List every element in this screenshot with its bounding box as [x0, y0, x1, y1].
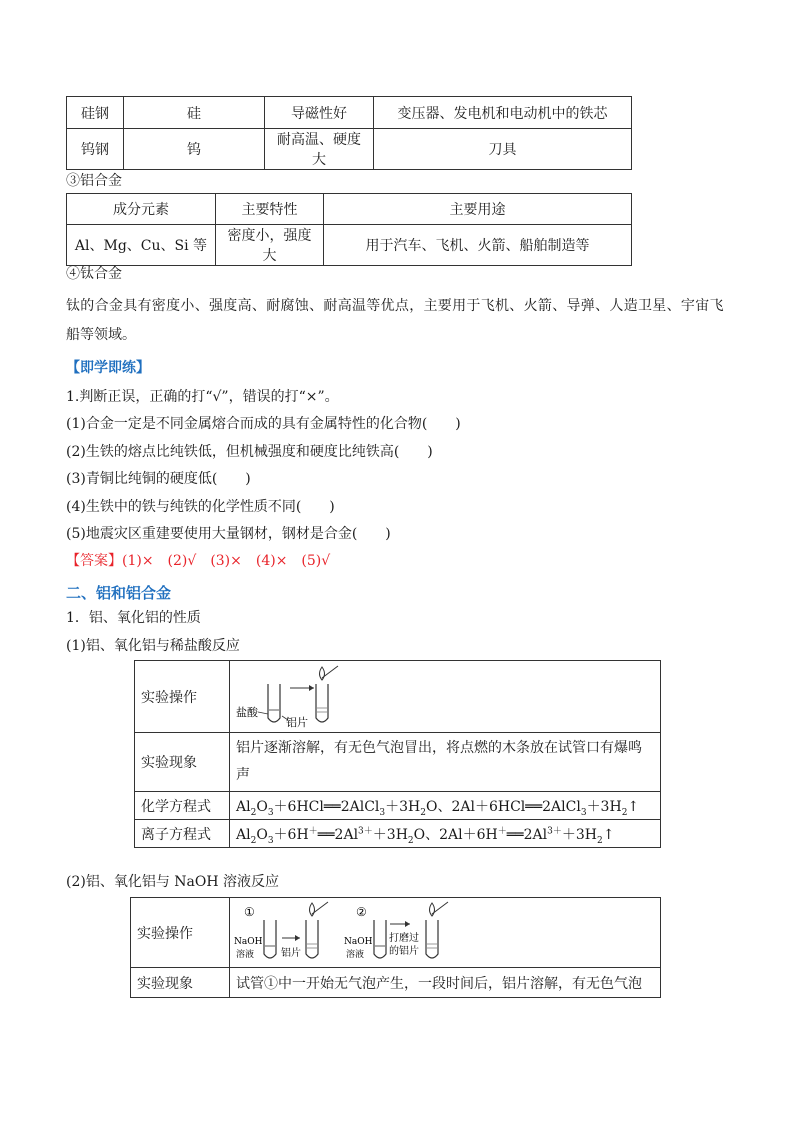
phenomenon-line: 铝片逐渐溶解，有无色气泡冒出，将点燃的木条放在试管口有爆鸣 — [236, 740, 642, 756]
table-label: 化学方程式 — [135, 792, 230, 820]
test-tube-1 — [264, 920, 276, 958]
table-row — [67, 97, 632, 129]
practice-item: (5)地震灾区重建要使用大量钢材，钢材是合金( ) — [66, 526, 391, 542]
ti-alloy-heading: ④钛合金 — [66, 266, 122, 282]
al-piece-label: 铝片 — [281, 947, 301, 959]
table-label: 实验现象 — [135, 733, 230, 792]
table-row — [67, 129, 632, 170]
chemical-equation: $Al_2O_3+6HCl══2AlCl_3+3H_2O$、$2Al+6HCl══2AlCl_3+3H_2↑$ — [230, 792, 661, 820]
practice-item: (1)合金一定是不同金属熔合而成的具有金属特性的化合物( ) — [66, 416, 461, 432]
test-tube-4 — [426, 920, 438, 958]
table-row — [135, 792, 661, 820]
hcl-test-tube-diagram — [234, 664, 364, 730]
table-cell: 耐高温、硬度大 — [265, 129, 374, 170]
table-row — [67, 225, 632, 266]
table-label: 实验现象 — [131, 968, 230, 998]
table-cell: 用于汽车、飞机、火箭、船舶制造等 — [324, 225, 632, 266]
answer-label: 【答案】 — [66, 553, 122, 569]
arrow-head — [309, 685, 314, 691]
table-header: 成分元素 — [67, 194, 216, 225]
liquid-level — [307, 944, 317, 948]
ti-alloy-text-1: 钛的合金具有密度小、强度高、耐腐蚀、耐高温等优点，主要用于飞机、火箭、导弹、人造卫星、宇宙飞 — [66, 298, 724, 314]
naoh-test-tube-diagram — [234, 900, 464, 966]
table-row — [131, 898, 661, 968]
part1-heading: (1)铝、氧化铝与稀盐酸反应 — [66, 638, 240, 654]
flame-icon — [430, 903, 435, 916]
section-subtitle: 1．铝、氧化铝的性质 — [66, 610, 201, 626]
naoh-label: NaOH — [344, 936, 373, 947]
table-row — [135, 661, 661, 733]
test-tube-1 — [268, 684, 280, 722]
phenomenon-line: 试管①中一开始无气泡产生，一段时间后，铝片溶解，有无色气泡 — [230, 968, 661, 998]
table-cell: 密度小，强度大 — [216, 225, 324, 266]
test-tube-2 — [306, 920, 318, 958]
table-header: 主要用途 — [324, 194, 632, 225]
hcl-reaction-table — [134, 660, 661, 848]
practice-item: (2)生铁的熔点比纯铁低，但机械强度和硬度比纯铁高( ) — [66, 444, 433, 460]
naoh-label: NaOH — [234, 936, 263, 947]
table-cell: 硅 — [124, 97, 265, 129]
tube-number-1: ① — [244, 904, 255, 919]
practice-item: (4)生铁中的铁与纯铁的化学性质不同( ) — [66, 499, 335, 515]
experiment-illustration — [230, 661, 661, 733]
table-row — [67, 194, 632, 225]
table-row — [131, 968, 661, 998]
naoh-reaction-table — [130, 897, 661, 998]
pointer-line — [258, 712, 268, 714]
part2-heading: (2)铝、氧化铝与 NaOH 溶液反应 — [66, 874, 280, 890]
solution-label: 溶液 — [236, 949, 255, 960]
table-cell: 钨 — [124, 129, 265, 170]
answer-text: (1)× (2)√ (3)× (4)× (5)√ — [122, 553, 331, 569]
table-label: 离子方程式 — [135, 820, 230, 848]
practice-answer — [66, 550, 330, 570]
practice-item: (3)青铜比纯铜的硬度低( ) — [66, 471, 251, 487]
al-piece-label: 铝片 — [286, 715, 308, 729]
table-row — [135, 820, 661, 848]
practice-question: 1.判断正误，正确的打“√”，错误的打“×”。 — [66, 389, 339, 405]
flame-icon — [310, 903, 315, 916]
table-cell — [230, 733, 661, 792]
hcl-label: 盐酸 — [236, 705, 258, 719]
solution-label: 溶液 — [346, 949, 365, 960]
test-tube-2 — [316, 684, 328, 722]
table-cell: 刀具 — [374, 129, 632, 170]
table-cell: Al、Mg、Cu、Si 等 — [67, 225, 216, 266]
liquid-level — [427, 944, 437, 948]
liquid-level — [317, 708, 327, 712]
polished-label-1: 打磨过 — [389, 932, 419, 944]
table-cell: 硅钢 — [67, 97, 124, 129]
steel-table — [66, 96, 632, 170]
ti-alloy-text-2: 船等领域。 — [66, 327, 136, 343]
polished-label-2: 的铝片 — [389, 945, 419, 957]
arrow-head — [295, 935, 300, 941]
test-tube-3 — [374, 920, 386, 958]
flame-icon — [320, 667, 325, 680]
section-title: 二、铝和铝合金 — [66, 584, 172, 602]
table-label: 实验操作 — [135, 661, 230, 733]
ionic-equation: $Al_2O_3+6H^+══2Al^{3+}+3H_2O$、$2Al+6H^+══2Al^{3+}+3H_2↑$ — [230, 820, 661, 848]
tube-number-2: ② — [356, 904, 367, 919]
table-cell: 钨钢 — [67, 129, 124, 170]
table-header: 主要特性 — [216, 194, 324, 225]
al-alloy-table — [66, 193, 632, 266]
al-alloy-heading: ③铝合金 — [66, 173, 122, 189]
table-label: 实验操作 — [131, 898, 230, 968]
arrow-head — [405, 921, 410, 927]
experiment-illustration — [230, 898, 661, 968]
practice-title: 【即学即练】 — [66, 360, 150, 376]
table-cell: 变压器、发电机和电动机中的铁芯 — [374, 97, 632, 129]
phenomenon-line: 声 — [236, 767, 250, 783]
table-cell: 导磁性好 — [265, 97, 374, 129]
table-row — [135, 733, 661, 792]
